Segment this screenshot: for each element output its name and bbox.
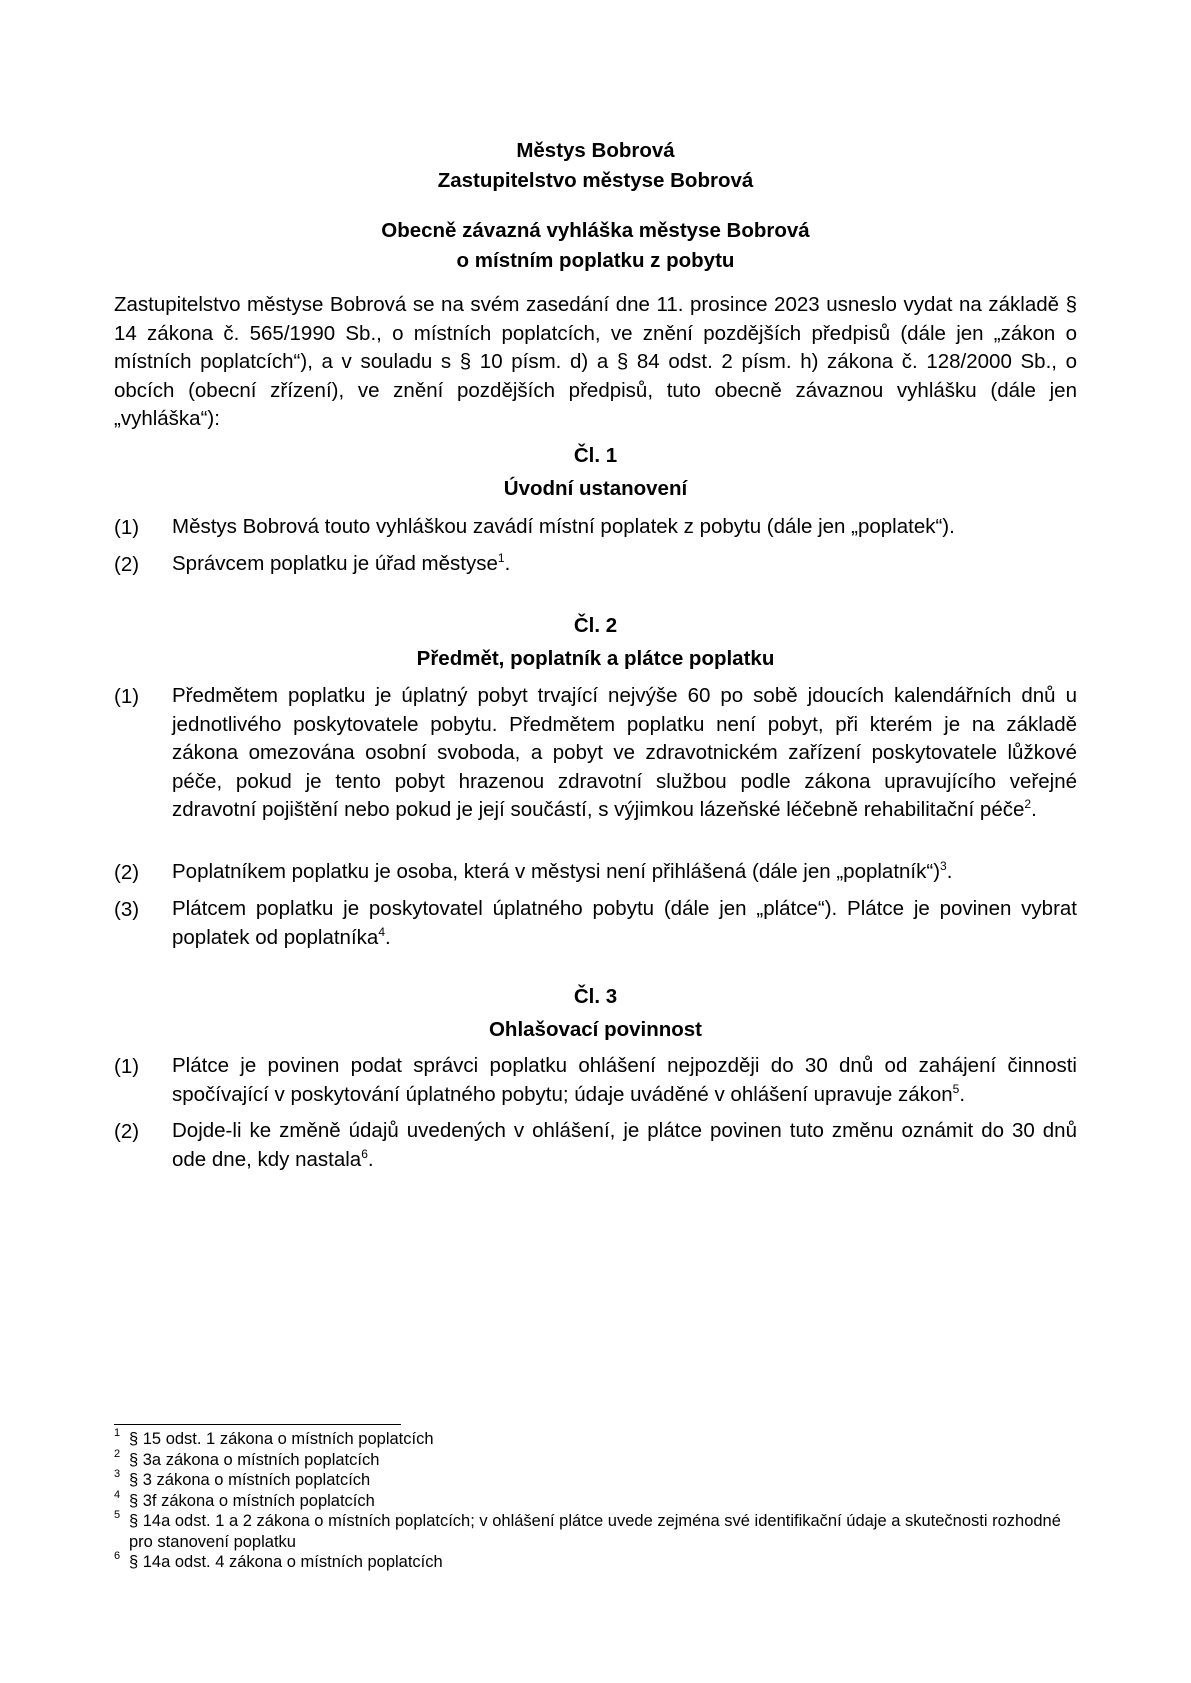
footnote-text: § 3a zákona o místních poplatcích bbox=[129, 1450, 380, 1469]
footnote-text: § 3f zákona o místních poplatcích bbox=[129, 1491, 375, 1510]
footnote-separator bbox=[114, 1424, 401, 1425]
paragraph-number: (2) bbox=[114, 1120, 140, 1143]
paragraph-text: Městys Bobrová touto vyhláškou zavádí místní poplatek z pobytu (dále jen „poplatek“). bbox=[172, 515, 955, 538]
footnote bbox=[114, 1447, 1077, 1471]
article-number: Čl. 2 bbox=[573, 614, 618, 637]
preamble: Zastupitelstvo městyse Bobrová se na svém zasedání dne 11. prosince 2023 usneslo vydat na základě § 14 zákona č. 565/1990 Sb., o místních poplatcích, ve znění pozdějších předpisů (dále jen „zákon o místních poplatcích“), a v souladu s § 10 písm. d) a § 84 odst. 2 písm. h) zákona č. 128/2000 Sb., o obcích (obecní zřízení), ve znění pozdějších předpisů, tuto obecně závaznou vyhlášku (dále jen „vyhláška“): bbox=[114, 293, 1077, 430]
title-line-1: Obecně závazná vyhláška městyse Bobrová bbox=[381, 219, 810, 242]
footnote-text: § 14a odst. 1 a 2 zákona o místních poplatcích; v ohlášení plátce uvede zejména své identifikační údaje a skutečnosti rozhodné pro stanovení poplatku bbox=[129, 1512, 1061, 1551]
footnote bbox=[114, 1470, 1077, 1491]
paragraph-text: Plátce je povinen podat správci poplatku ohlášení nejpozději do 30 dnů od zahájení činnosti spočívající v poskytování úplatného pobytu; údaje uváděné v ohlášení upravuje zákon bbox=[172, 1054, 1077, 1106]
footnote-ref: 3 bbox=[940, 859, 947, 874]
footnote-mark: 5 bbox=[114, 1509, 121, 1521]
article-2-paragraph-1: (1) Předmětem poplatku je úplatný pobyt trvající nejvýše 60 po sobě jdoucích kalendářních dnů u jednotlivého poskytovatele pobytu. Předmětem poplatku není pobyt, při kterém je na základě zákona omezována osobní svoboda, a pobyt ve zdravotnickém zařízení poskytovatele lůžkové péče, pokud je tento pobyt hrazenou zdravotní službou podle zákona upravujícího veřejné zdravotní pojištění nebo pokud je její součástí, s výjimkou lázeňské léčebně rehabilitační péče$^2$. bbox=[114, 684, 1077, 821]
article-2-heading bbox=[114, 609, 1077, 675]
footnote bbox=[114, 1429, 1077, 1450]
footnote bbox=[114, 1552, 1077, 1573]
paragraph-number: (3) bbox=[114, 898, 140, 921]
paragraph-text: Plátcem poplatku je poskytovatel úplatného pobytu (dále jen „plátce“). Plátce je povinen vybrat poplatek od poplatníka bbox=[172, 897, 1077, 949]
document-title bbox=[114, 216, 1077, 276]
article-number: Čl. 1 bbox=[573, 444, 618, 467]
article-2-paragraph-3: (3) Plátcem poplatku je poskytovatel úplatného pobytu (dále jen „plátce“). Plátce je povinen vybrat poplatek od poplatníka$^4$. bbox=[114, 897, 1077, 949]
paragraph-text: Správcem poplatku je úřad městyse bbox=[172, 552, 498, 575]
article-2-paragraph-2: (2) Poplatníkem poplatku je osoba, která v městysi není přihlášená (dále jen „poplatník“)$^3$. bbox=[114, 858, 1077, 887]
article-3-heading bbox=[114, 980, 1077, 1046]
article-1-paragraph-1 bbox=[114, 513, 1077, 542]
title-line-2: o místním poplatku z pobytu bbox=[456, 249, 735, 272]
article-3-paragraph-2: (2) Dojde-li ke změně údajů uvedených v ohlášení, je plátce povinen tuto změnu oznámit do 30 dnů ode dne, kdy nastala$^6$. bbox=[114, 1119, 1077, 1171]
document-header bbox=[114, 136, 1077, 196]
paragraph-text: Dojde-li ke změně údajů uvedených v ohlášení, je plátce povinen tuto změnu oznámit do 30 dnů ode dne, kdy nastala bbox=[172, 1119, 1077, 1171]
footnote-mark: 3 bbox=[114, 1468, 121, 1480]
article-title: Předmět, poplatník a plátce poplatku bbox=[416, 647, 775, 670]
article-3-paragraph-1: (1) Plátce je povinen podat správci poplatku ohlášení nejpozději do 30 dnů od zahájení činnosti spočívající v poskytování úplatného pobytu; údaje uváděné v ohlášení upravuje zákon$^5$. bbox=[114, 1054, 1077, 1106]
footnote-mark: 6 bbox=[114, 1550, 121, 1562]
council-name: Zastupitelstvo městyse Bobrová bbox=[437, 169, 754, 192]
article-title: Úvodní ustanovení bbox=[503, 477, 688, 500]
footnotes bbox=[114, 1429, 1077, 1573]
footnote-text: § 14a odst. 4 zákona o místních poplatcích bbox=[129, 1553, 443, 1571]
paragraph-number: (1) bbox=[114, 1055, 140, 1078]
footnote-ref: 2 bbox=[1024, 797, 1032, 812]
paragraph-number: (2) bbox=[114, 553, 140, 576]
footnote bbox=[114, 1488, 1077, 1512]
paragraph-number: (2) bbox=[114, 861, 140, 884]
footnote bbox=[114, 1511, 1077, 1552]
paragraph-number: (1) bbox=[114, 516, 140, 539]
paragraph-text: Předmětem poplatku je úplatný pobyt trvající nejvýše 60 po sobě jdoucích kalendářních dnů u jednotlivého poskytovatele pobytu. Předmětem poplatku není pobyt, při kterém je na základě zákona omezována osobní svoboda, a pobyt ve zdravotnickém zařízení poskytovatele lůžkové péče, pokud je tento pobyt hrazenou zdravotní službou podle zákona upravujícího veřejné zdravotní pojištění nebo pokud je její součástí, s výjimkou lázeňské léčebně rehabilitační péče bbox=[172, 684, 1077, 821]
article-number: Čl. 3 bbox=[573, 985, 618, 1008]
article-1-paragraph-2: (2) Správcem poplatku je úřad městyse$^1$. bbox=[114, 550, 1077, 579]
footnote-text: § 3 zákona o místních poplatcích bbox=[129, 1471, 371, 1489]
article-title: Ohlašovací povinnost bbox=[488, 1018, 703, 1041]
municipality-name: Městys Bobrová bbox=[516, 139, 675, 162]
footnote-mark: 1 bbox=[114, 1427, 121, 1439]
footnote-ref: 1 bbox=[497, 551, 505, 566]
paragraph-text: Poplatníkem poplatku je osoba, která v městysi není přihlášená (dále jen „poplatník“) bbox=[172, 860, 941, 883]
article-1-heading bbox=[114, 439, 1077, 505]
paragraph-number: (1) bbox=[114, 685, 140, 708]
footnote-ref: 6 bbox=[361, 1146, 368, 1161]
footnote-mark: 4 bbox=[114, 1488, 121, 1501]
footnote-text: § 15 odst. 1 zákona o místních poplatcích bbox=[129, 1430, 434, 1448]
footnote-ref: 4 bbox=[378, 924, 385, 939]
footnote-ref: 5 bbox=[952, 1081, 960, 1096]
footnote-mark: 2 bbox=[114, 1447, 121, 1460]
